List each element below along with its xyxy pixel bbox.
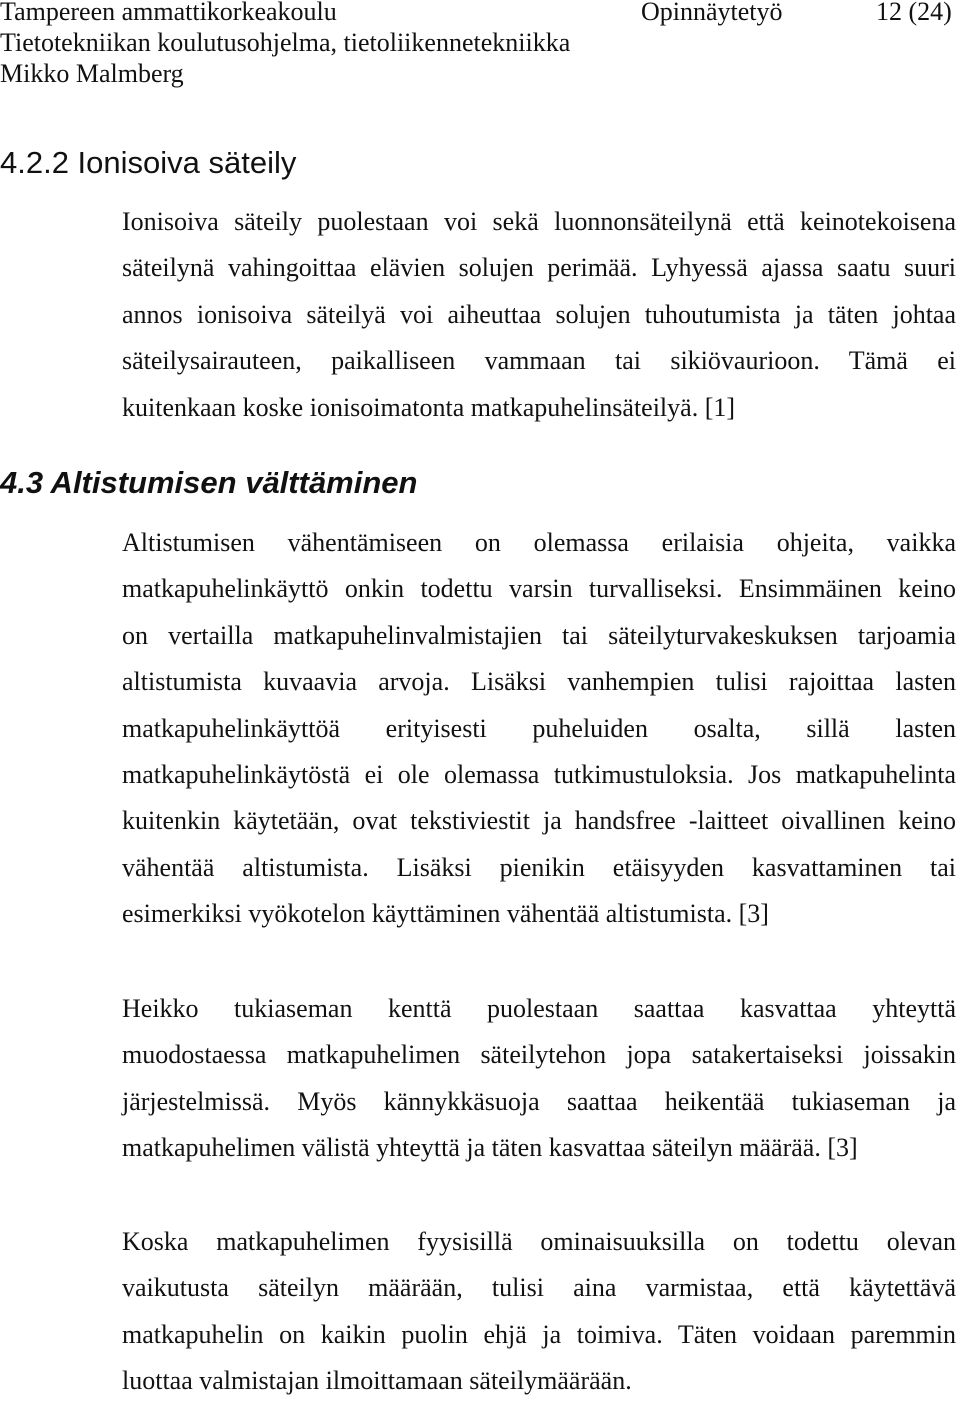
text-line: kuitenkin käytetään, ovat tekstiviestit ja handsfree -laitteet oivallinen keino — [122, 806, 956, 836]
paragraph-ionizing-radiation — [122, 207, 956, 423]
text-line: vähentää altistumista. Lisäksi pienikin etäisyyden kasvattaminen tai — [122, 852, 956, 882]
paragraph-device-condition — [122, 1227, 956, 1396]
text-line: säteilynä vahingoittaa elävien solujen perimää. Lyhyessä ajassa saatu suuri — [122, 253, 956, 283]
paragraph-exposure-reduction — [122, 528, 956, 929]
text-line: Ionisoiva säteily puolestaan voi sekä luonnonsäteilynä että keinotekoisena — [122, 207, 956, 236]
text-line: annos ionisoiva säteilyä voi aiheuttaa solujen tuhoutumista ja täten johtaa — [122, 299, 956, 329]
text-line: matkapuhelin on kaikin puolin ehjä ja toimiva. Täten voidaan paremmin — [122, 1319, 956, 1349]
text-line: on vertailla matkapuhelinvalmistajien tai säteilyturvakeskuksen tarjoamia — [122, 620, 956, 650]
text-line: Altistumisen vähentämiseen on olemassa erilaisia ohjeita, vaikka — [122, 528, 956, 557]
text-line: esimerkiksi vyökotelon käyttäminen vähentää altistumista. [3] — [122, 899, 769, 929]
header-author: Mikko Malmberg — [0, 59, 184, 88]
paragraph-base-station-field — [122, 994, 956, 1163]
text-line: Koska matkapuhelimen fyysisillä ominaisuuksilla on todettu olevan — [122, 1227, 956, 1256]
header-degree-programme: Tietotekniikan koulutusohjelma, tietoliikennetekniikka — [0, 28, 571, 57]
text-line: altistumista kuvaavia arvoja. Lisäksi vanhempien tulisi rajoittaa lasten — [122, 667, 956, 697]
text-line: matkapuhelinkäytöstä ei ole olemassa tutkimustuloksia. Jos matkapuhelinta — [122, 759, 956, 789]
text-line: matkapuhelinkäyttöä erityisesti puheluiden osalta, sillä lasten — [122, 713, 956, 743]
text-line: matkapuhelimen välistä yhteyttä ja täten kasvattaa säteilyn määrää. [3] — [122, 1133, 858, 1163]
text-line: vaikutusta säteilyn määrään, tulisi aina varmistaa, että käytettävä — [122, 1273, 956, 1303]
text-line: Heikko tukiaseman kenttä puolestaan saattaa kasvattaa yhteyttä — [122, 994, 956, 1023]
text-line: kuitenkaan koske ionisoimatonta matkapuhelinsäteilyä. [1] — [122, 392, 736, 422]
text-line: luottaa valmistajan ilmoittamaan säteilymäärään. — [122, 1366, 632, 1396]
header-institution: Tampereen ammattikorkeakoulu — [0, 0, 337, 26]
section-heading-ionizing-radiation: 4.2.2 Ionisoiva säteily — [0, 145, 297, 180]
text-line: muodostaessa matkapuhelimen säteilytehon jopa satakertaiseksi joissakin — [122, 1040, 956, 1070]
text-line: säteilysairauteen, paikalliseen vammaan tai sikiövaurioon. Tämä ei — [122, 346, 956, 376]
header-document-type: Opinnäytetyö — [641, 0, 783, 26]
section-heading-avoiding-exposure: 4.3 Altistumisen välttäminen — [0, 465, 418, 500]
header-page-number: 12 (24) — [876, 0, 952, 26]
text-line: matkapuhelinkäyttö onkin todettu varsin turvalliseksi. Ensimmäinen keino — [122, 574, 956, 604]
text-line: järjestelmissä. Myös kännykkäsuoja saattaa heikentää tukiaseman ja — [122, 1086, 956, 1116]
